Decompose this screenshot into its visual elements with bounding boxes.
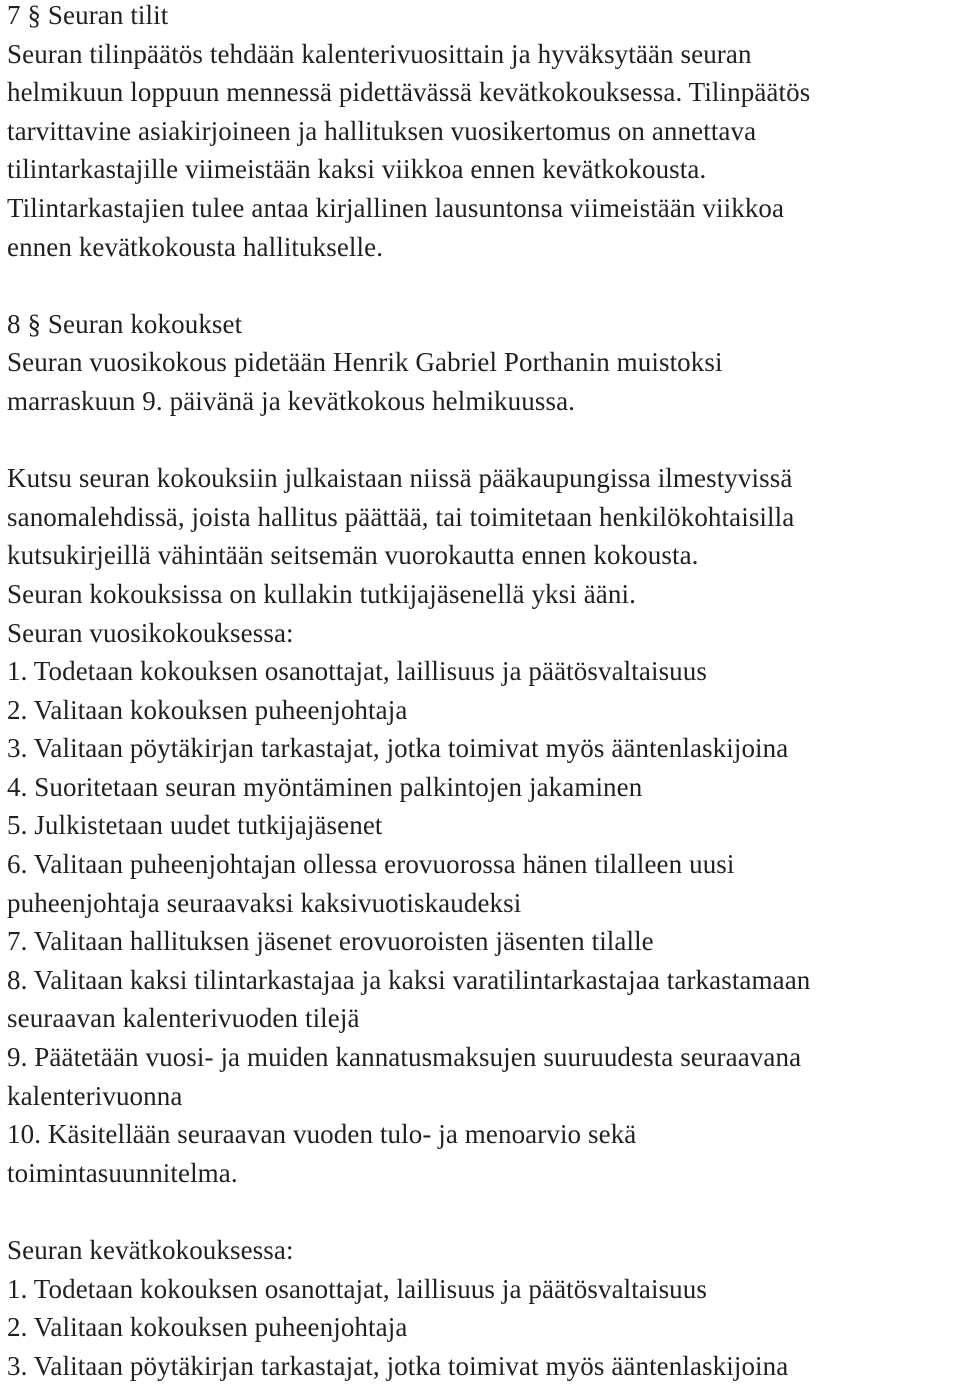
spring-meeting-item: 2. Valitaan kokouksen puheenjohtaja: [7, 1312, 408, 1343]
annual-meeting-item: 3. Valitaan pöytäkirjan tarkastajat, jotka toimivat myös ääntenlaskijoina: [7, 733, 789, 764]
section-8-intro-line: marraskuun 9. päivänä ja kevätkokous helmikuussa.: [7, 385, 576, 416]
annual-meeting-item: 7. Valitaan hallituksen jäsenet erovuoroisten jäsenten tilalle: [7, 926, 654, 957]
paragraph-gap: [7, 421, 957, 460]
annual-meeting-item: 10. Käsitellään seuraavan vuoden tulo- ja menoarvio sekä: [7, 1119, 637, 1150]
document-page: [7, 0, 957, 1385]
invitation-text-line: kutsukirjeillä vähintään seitsemän vuorokautta ennen kokousta.: [7, 540, 699, 571]
spring-meeting-item: 3. Valitaan pöytäkirjan tarkastajat, jotka toimivat myös ääntenlaskijoina: [7, 1350, 789, 1381]
section-8-heading: 8 § Seuran kokoukset: [7, 308, 243, 339]
annual-meeting-item: puheenjohtaja seuraavaksi kaksivuotiskaudeksi: [7, 887, 522, 918]
annual-meeting-item: 4. Suoritetaan seuran myöntäminen palkintojen jakaminen: [7, 771, 643, 802]
section-7-text-line: Tilintarkastajien tulee antaa kirjallinen lausuntonsa viimeistään viikkoa: [7, 192, 785, 223]
invitation-text-line: sanomalehdissä, joista hallitus päättää, tai toimitetaan henkilökohtaisilla: [7, 501, 795, 532]
annual-meeting-item: 6. Valitaan puheenjohtajan ollessa erovuorossa hänen tilalleen uusi: [7, 849, 735, 880]
annual-meeting-item: seuraavan kalenterivuoden tilejä: [7, 1003, 360, 1034]
section-7-text-line: ennen kevätkokousta hallitukselle.: [7, 231, 384, 262]
annual-meeting-heading: Seuran vuosikokouksessa:: [7, 617, 294, 648]
annual-meeting-item: 9. Päätetään vuosi- ja muiden kannatusmaksujen suuruudesta seuraavana: [7, 1042, 802, 1073]
annual-meeting-item: kalenterivuonna: [7, 1080, 183, 1111]
section-8-intro-line: Seuran vuosikokous pidetään Henrik Gabriel Porthanin muistoksi: [7, 347, 723, 378]
section-7-heading: 7 § Seuran tilit: [7, 0, 169, 30]
section-7-text-line: helmikuun loppuun mennessä pidettävässä kevätkokouksessa. Tilinpäätös: [7, 77, 811, 108]
annual-meeting-item: 1. Todetaan kokouksen osanottajat, laillisuus ja päätösvaltaisuus: [7, 656, 707, 687]
paragraph-gap: [7, 266, 957, 305]
section-7-text-line: tarvittavine asiakirjoineen ja hallituksen vuosikertomus on annettava: [7, 115, 757, 146]
paragraph-gap: [7, 1192, 957, 1231]
invitation-text-line: Seuran kokouksissa on kullakin tutkijajäsenellä yksi ääni.: [7, 578, 636, 609]
annual-meeting-item: 2. Valitaan kokouksen puheenjohtaja: [7, 694, 408, 725]
spring-meeting-item: 1. Todetaan kokouksen osanottajat, laillisuus ja päätösvaltaisuus: [7, 1273, 707, 1304]
section-7-text-line: Seuran tilinpäätös tehdään kalenterivuosittain ja hyväksytään seuran: [7, 38, 752, 69]
annual-meeting-item: 8. Valitaan kaksi tilintarkastajaa ja kaksi varatilintarkastajaa tarkastamaan: [7, 964, 811, 995]
invitation-text-line: Kutsu seuran kokouksiin julkaistaan niissä pääkaupungissa ilmestyvissä: [7, 463, 793, 494]
section-7-text-line: tilintarkastajille viimeistään kaksi viikkoa ennen kevätkokousta.: [7, 154, 707, 185]
annual-meeting-item: 5. Julkistetaan uudet tutkijajäsenet: [7, 810, 383, 841]
annual-meeting-item: toimintasuunnitelma.: [7, 1157, 238, 1188]
spring-meeting-heading: Seuran kevätkokouksessa:: [7, 1235, 294, 1265]
